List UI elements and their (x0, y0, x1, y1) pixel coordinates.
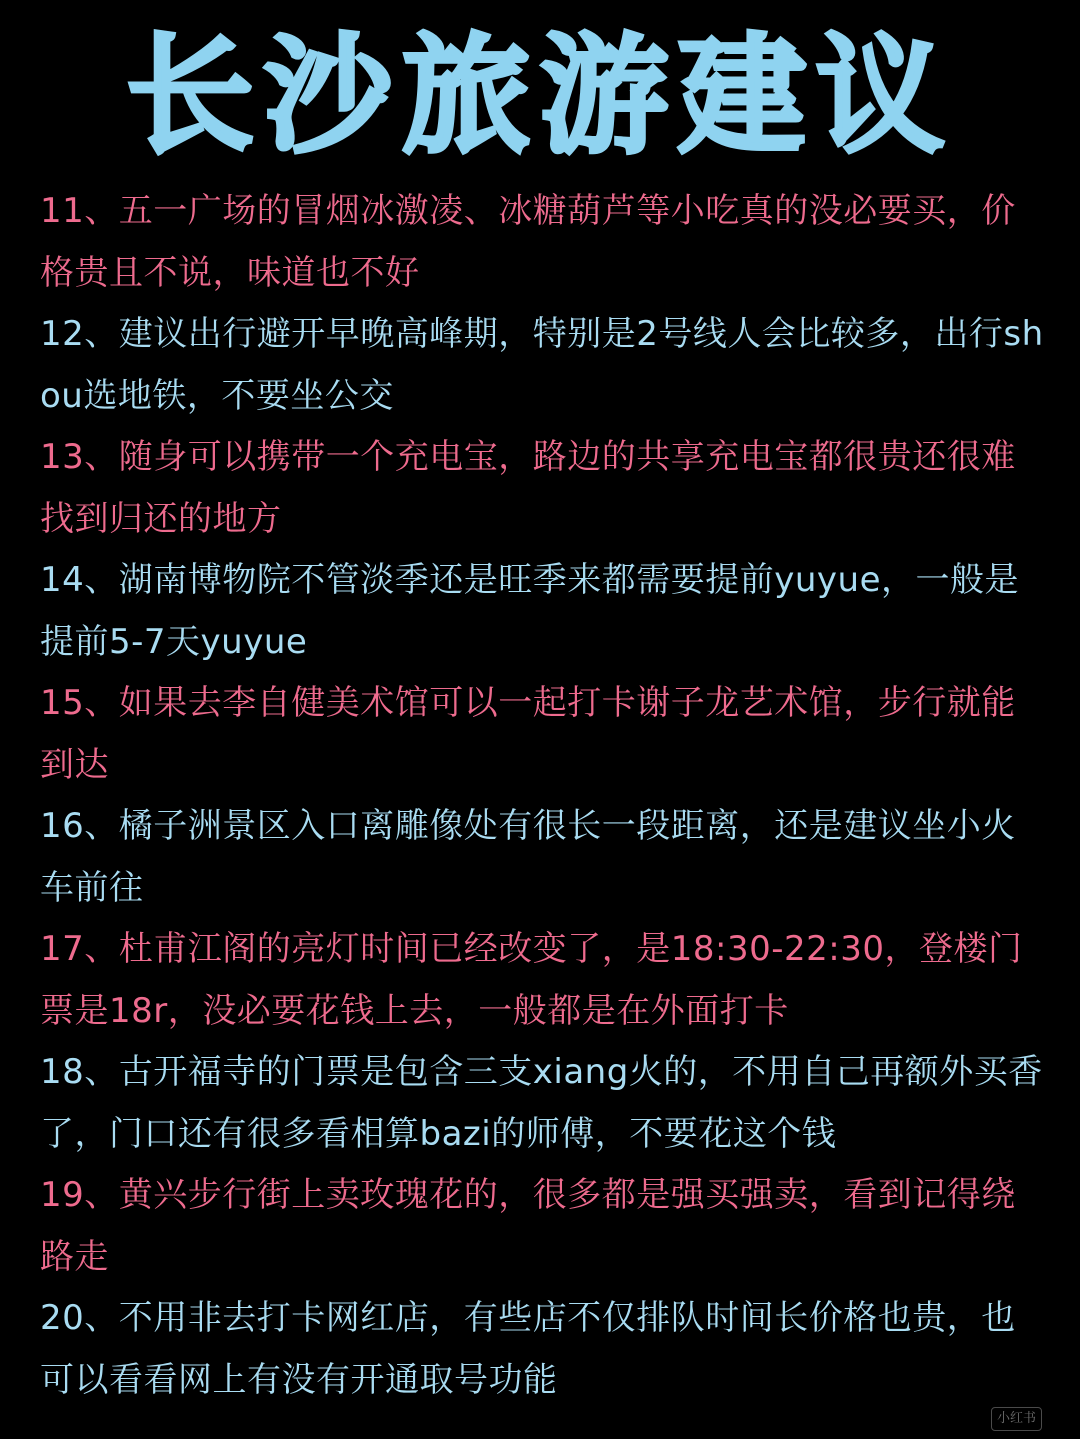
tip-item: 14、湖南博物院不管淡季还是旺季来都需要提前yuyue，一般是提前5-7天yuyue (40, 560, 1020, 662)
tip-item: 19、黄兴步行街上卖玫瑰花的，很多都是强买强卖，看到记得绕路走 (40, 1175, 1016, 1277)
tip-item: 12、建议出行避开早晚高峰期，特别是2号线人会比较多，出行shou选地铁，不要坐公交 (40, 314, 1044, 416)
tip-item: 15、如果去李自健美术馆可以一起打卡谢子龙艺术馆，步行就能到达 (40, 683, 1016, 785)
tip-item: 20、不用非去打卡网红店，有些店不仅排队时间长价格也贵，也可以看看网上有没有开通取号功能 (40, 1298, 1016, 1400)
tip-item: 17、杜甫江阁的亮灯时间已经改变了，是18:30-22:30，登楼门票是18r，没必要花钱上去，一般都是在外面打卡 (40, 929, 1023, 1031)
tip-item: 11、五一广场的冒烟冰激凌、冰糖葫芦等小吃真的没必要买，价格贵且不说，味道也不好 (40, 191, 1016, 293)
tips-list (40, 181, 1050, 1411)
tip-item: 16、橘子洲景区入口离雕像处有很长一段距离，还是建议坐小火车前往 (40, 806, 1016, 908)
tip-item: 13、随身可以携带一个充电宝，路边的共享充电宝都很贵还很难找到归还的地方 (40, 437, 1016, 539)
page-title: 长沙旅游建议 (125, 22, 954, 171)
watermark-logo: 小红书 (991, 1407, 1042, 1431)
tip-item: 18、古开福寺的门票是包含三支xiang火的，不用自己再额外买香了，门口还有很多看相算bazi的师傅，不要花这个钱 (40, 1052, 1043, 1154)
